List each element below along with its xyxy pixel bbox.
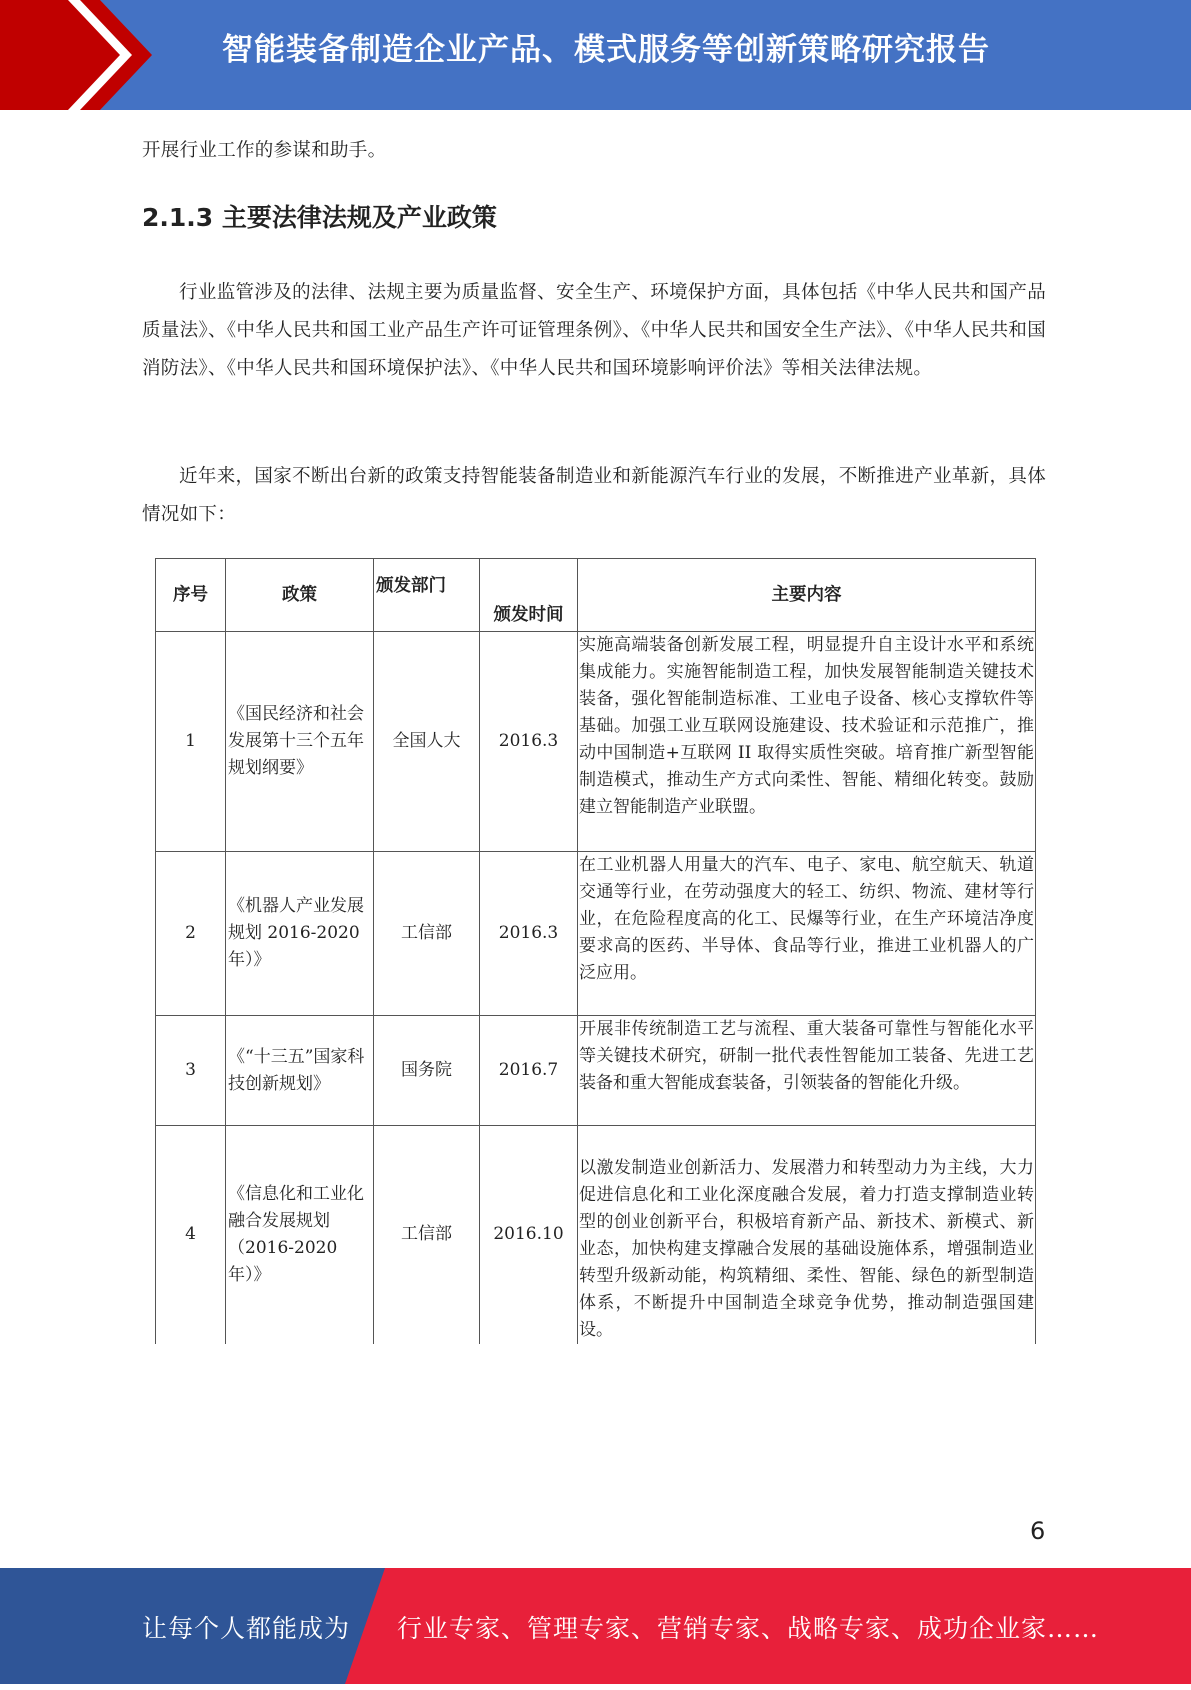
- continuation-text: 开展行业工作的参谋和助手。: [142, 140, 387, 161]
- paragraph-policies: 近年来，国家不断出台新的政策支持智能装备制造业和新能源汽车行业的发展，不断推进产业革新，具体情况如下：: [142, 466, 1046, 525]
- row-department: 全国人大: [374, 632, 480, 852]
- policy-table: [155, 558, 1036, 1344]
- header-policy: 政策: [226, 559, 374, 632]
- table-row: [156, 852, 1036, 1016]
- row-policy: 《“十三五”国家科技创新规划》: [226, 1016, 374, 1126]
- row-department: 国务院: [374, 1016, 480, 1126]
- header-index: 序号: [156, 559, 226, 632]
- row-policy: 《信息化和工业化融合发展规划（2016-2020 年）》: [226, 1126, 374, 1344]
- row-time: 2016.10: [480, 1126, 578, 1344]
- page-number: 6: [1030, 1517, 1046, 1545]
- table-row: [156, 1016, 1036, 1126]
- table-row: [156, 1126, 1036, 1344]
- header-content: 主要内容: [578, 559, 1036, 632]
- row-index: 4: [156, 1126, 226, 1344]
- section-heading: 2.1.3 主要法律法规及产业政策: [142, 203, 497, 232]
- row-time: 2016.7: [480, 1016, 578, 1126]
- page-footer: [0, 1568, 1191, 1684]
- table-header-row: [156, 559, 1036, 632]
- paragraph-laws: 行业监管涉及的法律、法规主要为质量监督、安全生产、环境保护方面，具体包括《中华人民共和国产品质量法》、《中华人民共和国工业产品生产许可证管理条例》、《中华人民共和国安全生产法》、《中华人民共和国消防法》、《中华人民共和国环境保护法》、《中华人民共和国环境影响评价法》等相关法律法规。: [142, 282, 1046, 379]
- row-content: 实施高端装备创新发展工程，明显提升自主设计水平和系统集成能力。实施智能制造工程，加快发展智能制造关键技术装备，强化智能制造标准、工业电子设备、核心支撑软件等基础。加强工业互联网设施建设、技术验证和示范推广，推动中国制造+互联网 II 取得实质性突破。培育推广新型智能制造模式，推动生产方式向柔性、智能、精细化转变。鼓励建立智能制造产业联盟。: [578, 632, 1036, 852]
- report-title: 智能装备制造企业产品、模式服务等创新策略研究报告: [222, 32, 990, 68]
- row-index: 3: [156, 1016, 226, 1126]
- footer-slogan-right: 行业专家、管理专家、营销专家、战略专家、成功企业家……: [397, 1614, 1100, 1643]
- table-row: [156, 632, 1036, 852]
- header-department: 颁发部门: [374, 559, 480, 632]
- footer-slogan-left: 让每个人都能成为: [142, 1614, 351, 1643]
- row-index: 1: [156, 632, 226, 852]
- row-time: 2016.3: [480, 852, 578, 1016]
- row-content: 以激发制造业创新活力、发展潜力和转型动力为主线，大力促进信息化和工业化深度融合发展，着力打造支撑制造业转型的创业创新平台，积极培育新产品、新技术、新模式、新业态，加快构建支撑融合发展的基础设施体系，增强制造业转型升级新动能，构筑精细、柔性、智能、绿色的新型制造体系，不断提升中国制造全球竞争优势，推动制造强国建设。: [578, 1126, 1036, 1344]
- row-time: 2016.3: [480, 632, 578, 852]
- row-index: 2: [156, 852, 226, 1016]
- header-time: 颁发时间: [480, 559, 578, 632]
- row-policy: 《国民经济和社会发展第十三个五年规划纲要》: [226, 632, 374, 852]
- row-department: 工信部: [374, 852, 480, 1016]
- row-department: 工信部: [374, 1126, 480, 1344]
- row-policy: 《机器人产业发展规划 2016-2020 年）》: [226, 852, 374, 1016]
- row-content: 在工业机器人用量大的汽车、电子、家电、航空航天、轨道交通等行业，在劳动强度大的轻工、纺织、物流、建材等行业，在危险程度高的化工、民爆等行业，在生产环境洁净度要求高的医药、半导体、食品等行业，推进工业机器人的广泛应用。: [578, 852, 1036, 1016]
- row-content: 开展非传统制造工艺与流程、重大装备可靠性与智能化水平等关键技术研究，研制一批代表性智能加工装备、先进工艺装备和重大智能成套装备，引领装备的智能化升级。: [578, 1016, 1036, 1126]
- page-header: [0, 0, 1191, 110]
